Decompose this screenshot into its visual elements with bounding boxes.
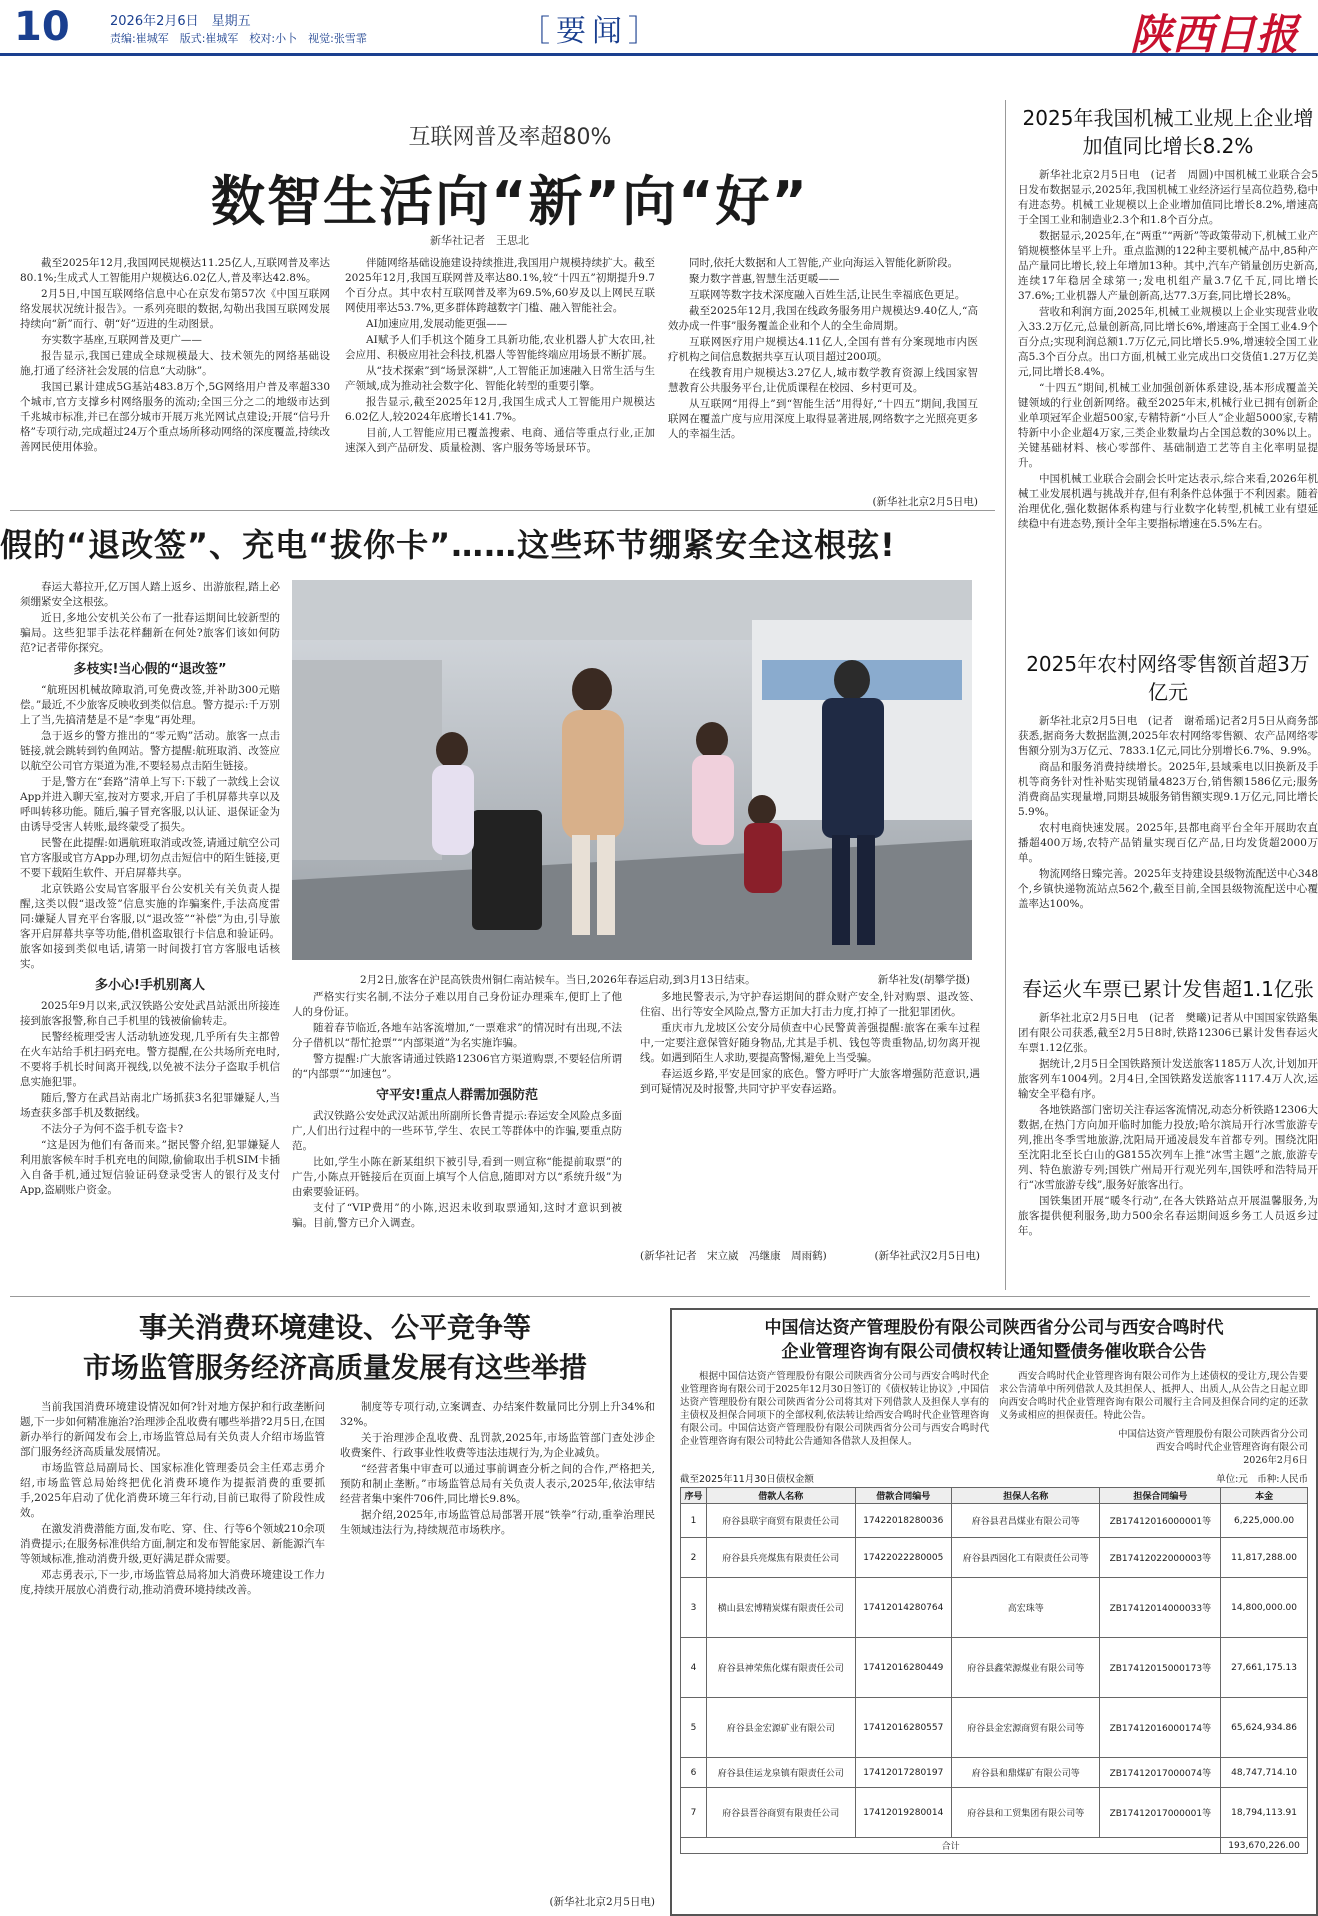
debt-table [680,1487,1308,1854]
column-header: 担保合同编号 [1100,1488,1221,1504]
third-column-2 [340,1400,655,1890]
paragraph: 中国机械工业联合会副会长叶定达表示,综合来看,2026年机械工业发展机遇与挑战并存,但有利条件总体强于不利因素。随着治理优化,强化数据体系构建与行业数字化转型,机械工业有望延续稳中有进态势,预计全年主要指标增速在5.5%左右。 [1018,473,1318,530]
right-article-body [1018,714,1318,964]
table-cell: 14,800,000.00 [1221,1578,1308,1638]
table-cell: 17422022280005 [855,1538,952,1578]
paragraph: 物流网络日臻完善。2025年支持建设县级物流配送中心348个,乡镇快递物流站点562个,截至目前,全国县级物流配送中心覆盖率达100%。 [1018,868,1318,910]
table-row [681,1758,1308,1788]
lead-column-2 [345,256,655,496]
table-cell: 府谷县和鼎煤矿有限公司等 [952,1758,1100,1788]
paragraph: “十四五”期间,机械工业加强创新体系建设,基本形成覆盖关键领域的行业创新网络。截至2025年末,机械行业已拥有创新企业单项冠军企业超500家,专精特新“小巨人”企业超5000家,专精特新中小企业超4万家,三类企业数量均占全国总数的30%以上。关键基础材料、核心零部件、基础制造工艺等自主化率明显提升。 [1018,382,1318,469]
paragraph: 新华社北京2月5日电 (记者 周圆)中国机械工业联合会5日发布数据显示,2025年,我国机械工业经济运行呈高位趋势,稳中有进态势。机械工业规模以上企业增加值同比增长8.2%,增速高于全国工业和制造业2.3个和1.8个百分点。 [1018,169,1318,226]
table-cell: 2 [681,1538,707,1578]
paragraph: 在激发消费潜能方面,发布吃、穿、住、行等6个领域210余项消费提示;在服务标准供给方面,制定和发布智能家居、新能源汽车等领域标准,推动消费升级,更好满足群众需要。 [20,1523,325,1565]
third-title [10,1308,660,1388]
paragraph: 邓志勇表示,下一步,市场监管总局将加大消费环境建设工作力度,持续开展放心消费行动,推动消费环境持续改善。 [20,1569,325,1596]
lead-column-1 [20,256,330,496]
table-cell: 17412014280764 [855,1578,952,1638]
horizontal-rule [10,510,995,511]
paragraph: 制度等专项行动,立案调查、办结案件数量同比分别上升34%和32%。 [340,1401,655,1428]
paragraph: 武汉铁路公安处武汉站派出所副所长鲁青提示:春运安全风险点多面广,人们出行过程中的一些环节,学生、农民工等群体中的诈骗,要重点防范。 [292,1110,622,1152]
table-row [681,1578,1308,1638]
lead-headline-block [120,120,900,236]
table-unit: 单位:元 币种:人民币 [1216,1474,1308,1485]
notice-title-line-1: 中国信达资产管理股份有限公司陕西省分公司与西安合鸣时代 [764,1318,1224,1338]
subhead: 多枝实!当心假的“退改签” [73,662,227,677]
table-cell: 6 [681,1758,707,1788]
third-title-line-1: 事关消费环境建设、公平竞争等 [138,1311,531,1344]
table-row [681,1698,1308,1758]
second-title: 假的“退改签”、充电“拔你卡”……这些环节绷紧安全这根弦! [0,526,896,564]
paragraph: 新华社北京2月5日电 (记者 樊曦)记者从中国国家铁路集团有限公司获悉,截至2月5日8时,铁路12306已累计发售春运火车票1.12亿张。 [1018,1012,1318,1054]
paragraph: 民警经梳理受害人活动轨迹发现,几乎所有失主都曾在火车站给手机扫码充电。警方提醒,在公共场所充电时,不要将手机长时间离开视线,以免被不法分子盗取手机信息实施犯罪。 [20,1031,280,1088]
second-column-1 [20,580,280,1298]
notice-sign-date: 2026年2月6日 [1243,1455,1308,1466]
paragraph: 目前,人工智能应用已覆盖搜索、电商、通信等重点行业,正加速深入到产品研发、质量检测、客户服务等场景环节。 [345,427,655,454]
table-cell: 府谷县兵亮煤焦有限责任公司 [707,1538,855,1578]
second-credit [640,1248,980,1263]
right-article-title: 2025年我国机械工业规上企业增加值同比增长8.2% [1022,106,1314,158]
paragraph: 随后,警方在武昌站南北广场抓获3名犯罪嫌疑人,当场查获多部手机及数据线。 [20,1092,280,1119]
paragraph: “航班因机械故障取消,可免费改签,并补助300元赔偿。”最近,不少旅客反映收到类似信息。警方提示:千万别上了当,先搞清楚是不是“李鬼”再处理。 [20,684,280,726]
right-article-1 [1018,104,1318,608]
paragraph: 北京铁路公安局官客服平台公安机关有关负责人提醒,这类以假“退改签”信息实施的诈骗案件,手法高度雷同:嫌疑人冒充平台客服,以“退改签”“补偿”为由,引导旅客开启屏幕共享等功能,借机盗取银行卡信息和验证码。旅客如接到类似电话,请第一时间拨打官方客服电话核实。 [20,883,280,970]
paragraph: 同时,依托大数据和人工智能,产业向海运入智能化新阶段。 [689,257,959,269]
table-cell: 17412016280557 [855,1698,952,1758]
right-article-body [1018,168,1318,608]
paragraph: 当前我国消费环境建设情况如何?针对地方保护和行政垄断问题,下一步如何精准施治?治理涉企乱收费有哪些举措?2月5日,在国新办举行的新闻发布会上,市场监管总局有关负责人介绍市场监管部门服务经济高质量发展情况。 [20,1401,325,1458]
table-cell: 18,794,113.91 [1221,1788,1308,1838]
table-cell: 府谷县鑫荣源煤业有限公司等 [952,1638,1100,1698]
paragraph: 新华社北京2月5日电 (记者 谢希瑶)记者2月5日从商务部获悉,据商务大数据监测,2025年农村网络零售额、农产品网络零售额分别为3万亿元、7833.1亿元,同比分别增长6.7%、9.9%。 [1018,715,1318,757]
masthead [0,0,1318,59]
right-article-title: 春运火车票已累计发售超1.1亿张 [1022,977,1314,1001]
table-cell: 府谷县金宏源矿业有限公司 [707,1698,855,1758]
table-cell: ZB17412022000003等 [1100,1538,1221,1578]
issue-date: 2026年2月6日 星期五 [110,14,251,29]
column-header: 借款人名称 [707,1488,855,1504]
table-row [681,1504,1308,1538]
table-cell: 7 [681,1788,707,1838]
paragraph: 国铁集团开展“暖冬行动”,在各大铁路站点开展温馨服务,为旅客提供便利服务,助力500余名春运期间返乡务工人员返乡过年。 [1018,1195,1318,1237]
table-cell: 府谷县佳运龙泉镇有限责任公司 [707,1758,855,1788]
lead-column-3 [668,256,978,496]
subhead: 守平安!重点人群需加强防范 [376,1088,538,1103]
table-cell: 府谷县君昌煤业有限公司等 [952,1504,1100,1538]
notice-title-line-2: 企业管理咨询有限公司债权转让通知暨债务催收联合公告 [781,1342,1207,1362]
paragraph: 伴随网络基础设施建设持续推进,我国用户规模持续扩大。截至2025年12月,我国互联网普及率达80.1%,较“十四五”初期提升9.7个百分点。其中农村互联网普及率为69.5%,60岁及以上网民互联网使用率达53.7%,更多群体跨越数字门槛、融入智能社会。 [345,257,655,314]
total-label: 合计 [681,1838,1221,1854]
news-photo [292,580,972,960]
table-cell: 17412017280197 [855,1758,952,1788]
table-cell: 高宏珠等 [952,1578,1100,1638]
third-column-1 [20,1400,325,1910]
table-cell: 17412016280449 [855,1638,952,1698]
paragraph: 关于治理涉企乱收费、乱罚款,2025年,市场监管部门查处涉企收费案件、行政事业性收费等违法违规行为,为企业减负。 [340,1432,655,1459]
table-cell: 府谷县西园化工有限责任公司等 [952,1538,1100,1578]
paragraph: 严格实行实名制,不法分子难以用自己身份证办理乘车,便盯上了他人的身份证。 [292,991,622,1018]
table-cell: 27,661,175.13 [1221,1638,1308,1698]
table-cell: 4 [681,1638,707,1698]
paragraph: 各地铁路部门密切关注春运客流情况,动态分析铁路12306大数据,在热门方向加开临时加能力投放;哈尔滨局开行冰雪旅游专列,推出冬季雪地旅游,沈阳局开通凌晨发车首都专列。围绕沈阳至沈阳北至长白山的G8155次列车上推“冰雪主题”之旅,旅游专列、特色旅游专列;国铁广州局开行观光列车,国铁呼和浩特局开行“冰雪旅游专线”,服务好旅客出行。 [1018,1104,1318,1191]
paragraph: 互联网医疗用户规模达4.11亿人,全国有普有分案现地市内医疗机构之间信息数据共享互认项目超过200项。 [668,336,978,363]
paragraph: 在线教育用户规模达3.27亿人,城市数学教育资源上线国家智慧教育公共服务平台,让优质课程在校园、乡村更可及。 [668,367,978,394]
right-article-title: 2025年农村网络零售额首超3万亿元 [1026,652,1310,704]
paragraph: 急于返乡的警方推出的“零元购”活动。旅客一点击链接,就会跳转到钓鱼网站。警方提醒:航班取消、改签应以航空公司官方渠道为准,不要轻易点击陌生链接。 [20,730,280,772]
table-total-row [681,1838,1308,1854]
paragraph: AI赋予人们手机这个随身工具新功能,农业机器人扩大农田,社会应用、积极应用社会科技,机器人等智能终端应用场景不断扩展。 [345,334,655,361]
table-cell: ZB17412015000173等 [1100,1638,1221,1698]
column-header: 序号 [681,1488,707,1504]
paragraph: 市场监管总局副局长、国家标准化管理委员会主任邓志勇介绍,市场监管总局始终把优化消费环境作为提振消费的重要抓手,2025年启动了优化消费环境三年行动,目前已取得了阶段性成效。 [20,1462,325,1519]
column-divider [1005,100,1006,1290]
paragraph: 多地民警表示,为守护春运期间的群众财产安全,针对购票、退改签、住宿、出行等安全风险点,警方正加大打击力度,打掉了一批犯罪团伙。 [640,991,980,1018]
page-number: 10 [14,4,70,50]
third-title-line-2: 市场监管服务经济高质量发展有这些举措 [82,1351,587,1384]
table-cell: ZB17412016000174等 [1100,1698,1221,1758]
table-cell: 6,225,000.00 [1221,1504,1308,1538]
table-header-row [681,1488,1308,1504]
paragraph: 比如,学生小陈在新某组织下被引导,看到一则宣称“能提前取票”的广告,小陈点开链接后在页面上填写个人信息,随即对方以“系统升级”为由索要验证码。 [292,1156,622,1198]
section-name: ［要闻］ [520,14,664,49]
table-cell: 65,624,934.86 [1221,1698,1308,1758]
table-cell: 1 [681,1504,707,1538]
paragraph: 春运大幕拉开,亿万国人踏上返乡、出游旅程,踏上必须绷紧安全这根弦。 [20,581,280,608]
paragraph: 聚力数字普惠,智慧生活更暖—— [689,273,840,285]
right-article-2 [1018,650,1318,964]
paragraph: 警方提醒:广大旅客请通过铁路12306官方渠道购票,不要轻信所谓的“内部票”“加速包”。 [292,1053,622,1080]
lead-title: 数智生活向“新”向“好” [211,170,809,233]
paragraph: 据统计,2月5日全国铁路预计发送旅客1185万人次,计划加开旅客列车1004列。2月4日,全国铁路发送旅客1117.4万人次,运输安全平稳有序。 [1018,1058,1318,1100]
paragraph: 我国已累计建成5G基站483.8万个,5G网络用户普及率超330个城市,官方支撑乡村网络服务的流动;全国三分之二的地级市达到千兆城市标准,并已在部分城市开展万兆光网试点建设;开展“信号升格”专项行动,完成超过24万个重点场所移动网络的深度覆盖,持续改善网民使用体验。 [20,381,330,453]
column-header: 本金 [1221,1488,1308,1504]
second-column-3 [640,990,980,1240]
newspaper-logo: 陕西日报 [1129,10,1298,59]
paragraph: 2月5日,中国互联网络信息中心在京发布第57次《中国互联网络发展状况统计报告》。一系列亮眼的数据,勾勒出我国互联网发展持续向“新”而行、朝“好”迈进的生动图景。 [20,288,330,330]
column-header: 担保人名称 [952,1488,1100,1504]
paragraph: 从“技术探索”到“场景深耕”,人工智能正加速融入日常生活与生产领域,成为推动社会数字化、智能化转型的重要引擎。 [345,365,655,392]
station-photo-illustration [292,580,972,960]
table-row [681,1788,1308,1838]
subhead: 多小心!手机别离人 [95,978,205,993]
table-cell: 府谷县神荣焦化煤有限责任公司 [707,1638,855,1698]
paragraph: 于是,警方在“套路”清单上写下:下载了一款线上会议App并进入聊天室,按对方要求,开启了手机屏幕共享以及呼叫转移功能。随后,骗子冒充客服,以认证、退保证金为由诱导受害人转账,最终蒙受了损失。 [20,776,280,833]
total-value: 193,670,226.00 [1221,1838,1308,1854]
editorial-staff: 责编:崔城军 版式:崔城军 校对:小卜 视觉:张雪霏 [110,32,367,45]
paragraph: 不法分子为何不盗手机专盗卡? [41,1123,184,1135]
paragraph: 数据显示,2025年,在“两重”“两新”等政策带动下,机械工业产销规模整体呈平上升。重点监测的122种主要机械产品中,85种产品产量同比增长,较上年增加13种。其中,汽车产销量创历史新高,连续17年稳居全球第一;发电机组产量3.7亿千瓦,同比增长37.6%;工业机器人产量创新高,达77.3万套,同比增长28%。 [1018,230,1318,302]
table-cell: ZB17412017000074等 [1100,1758,1221,1788]
photo-credit: 新华社发(胡攀学摄) [877,974,970,986]
paragraph: 报告显示,我国已建成全球规模最大、技术领先的网络基础设施,打通了经济社会发展的信息“大动脉”。 [20,350,330,377]
notice-text-left [680,1370,989,1467]
notice-signers: 中国信达资产管理股份有限公司陕西省分公司 西安合鸣时代企业管理咨询有限公司 [1117,1429,1308,1453]
paragraph: 随着春节临近,各地车站客流增加,“一票难求”的情况时有出现,不法分子借机以“帮忙抢票”“内部渠道”为名实施诈骗。 [292,1022,622,1049]
table-cell: ZB17412017000001等 [1100,1788,1221,1838]
right-article-body [1018,1011,1318,1251]
table-row [681,1638,1308,1698]
paragraph: 春运返乡路,平安是回家的底色。警方呼吁广大旅客增强防范意识,遇到可疑情况及时报警,共同守护平安春运路。 [640,1068,980,1095]
notice-text-right [999,1370,1308,1467]
paragraph: 根据中国信达资产管理股份有限公司陕西省分公司与西安合鸣时代企业管理咨询有限公司于2025年12月30日签订的《债权转让协议》,中国信达资产管理股份有限公司陕西省分公司将其对下列借款人及担保人享有的主债权及担保合同项下的全部权利,依法转让给西安合鸣时代企业管理咨询有限公司。中国信达资产管理股份有限公司陕西省分公司与西安合鸣时代企业管理咨询有限公司特此公告通知各借款人及担保人。 [680,1371,989,1447]
credit-reporters: (新华社记者 宋立崴 冯继康 周雨鹤) [640,1250,827,1262]
table-cell: 3 [681,1578,707,1638]
paragraph: 互联网等数字技术深度融入百姓生活,让民生幸福底色更足。 [689,289,966,301]
paragraph: 民警在此提醒:如遇航班取消或改签,请通过航空公司官方客服或官方App办理,切勿点击短信中的陌生链接,更不要下载陌生软件、开启屏幕共享。 [20,837,280,879]
right-article-3 [1018,975,1318,1251]
table-cell: 17422018280036 [855,1504,952,1538]
horizontal-rule [10,1296,1310,1297]
table-cell: 府谷县晋谷商贸有限责任公司 [707,1788,855,1838]
notice-title [680,1316,1308,1364]
table-cell: 府谷县和工贸集团有限公司等 [952,1788,1100,1838]
lead-byline: 新华社记者 王思北 [430,234,529,247]
paragraph: “经营者集中审查可以通过事前调查分析之间的合作,严格把关,预防和制止垄断。”市场监管总局有关负责人表示,2025年,依法审结经营者集中案件706件,同比增长9.8%。 [340,1463,655,1505]
paragraph: 营收和利润方面,2025年,机械工业规模以上企业实现营业收入33.2万亿元,总量创新高,同比增长6%,增速高于全国工业4.9个百分点;实现利润总额1.7万亿元,同比增长5.9%,增速较全国工业高5.3个百分点。出口方面,机械工业完成出口交货值1.27万亿美元,同比增长8.4%。 [1018,306,1318,378]
paragraph: 近日,多地公安机关公布了一批春运期间比较新型的骗局。这些犯罪手法花样翻新在何处?旅客们该如何防范?记者带你探究。 [20,612,280,654]
paragraph: “这是因为他们有备而来。”据民警介绍,犯罪嫌疑人利用旅客候车时手机充电的间隙,偷偷取出手机SIM卡插入自备手机,通过短信验证码登录受害人的银行及支付App,盗刷账户资金。 [20,1139,280,1196]
caption-text: 2月2日,旅客在沪昆高铁贵州铜仁南站候车。当日,2026年春运启动,到3月13日结束。 [360,974,756,986]
table-cell: ZB17412014000033等 [1100,1578,1221,1638]
table-cell: 5 [681,1698,707,1758]
third-credit: (新华社北京2月5日电) [549,1896,655,1908]
paragraph: 农村电商快速发展。2025年,县都电商平台全年开展助农直播超400万场,农特产品销量实现百亿产品,日均发货超2000万单。 [1018,822,1318,864]
column-header: 借款合同编号 [855,1488,952,1504]
paragraph: 2025年9月以来,武汉铁路公安处武昌站派出所接连接到旅客报警,称自己手机里的钱被偷偷转走。 [20,1000,280,1027]
table-cell: 17412019280014 [855,1788,952,1838]
paragraph: 夯实数字基座,互联网普及更广—— [41,334,202,346]
table-cell: 48,747,714.10 [1221,1758,1308,1788]
credit-dateline: (新华社武汉2月5日电) [874,1250,980,1262]
debt-notice-box [670,1308,1318,1916]
paragraph: 西安合鸣时代企业管理咨询有限公司作为上述债权的受让方,现公告要求公告清单中所列借款人及其担保人、抵押人、出质人,从公告之日起立即向西安合鸣时代企业管理咨询有限公司履行主合同及担保合同约定的还款义务或相应的担保责任。特此公告。 [999,1371,1308,1421]
paragraph: 据介绍,2025年,市场监管总局部署开展“铁拳”行动,重拳治理民生领域违法行为,持续规范市场秩序。 [340,1509,655,1536]
paragraph: 截至2025年12月,我国在线政务服务用户规模达9.40亿人,“高效办成一件事”服务覆盖企业和个人的全生命周期。 [668,305,978,332]
paragraph: 支付了“VIP费用”的小陈,迟迟未收到取票通知,这时才意识到被骗。目前,警方已介入调查。 [292,1202,622,1229]
table-note: 截至2025年11月30日债权金额 [680,1474,814,1485]
table-cell: 府谷县金宏源商贸有限公司等 [952,1698,1100,1758]
table-cell: 横山县宏博精炭煤有限责任公司 [707,1578,855,1638]
table-cell: 11,817,288.00 [1221,1538,1308,1578]
paragraph: 截至2025年12月,我国网民规模达11.25亿人,互联网普及率达80.1%;生成式人工智能用户规模达6.02亿人,普及率达42.8%。 [20,257,330,284]
table-cell: 府谷县联宇商贸有限责任公司 [707,1504,855,1538]
photo-caption [360,972,970,987]
paragraph: 报告显示,截至2025年12月,我国生成式人工智能用户规模达6.02亿人,较2024年底增长141.7%。 [345,396,655,423]
table-cell: ZB17412016000001等 [1100,1504,1221,1538]
table-row [681,1538,1308,1578]
paragraph: 商品和服务消费持续增长。2025年,县域乘电以旧换新及手机等商务针对性补贴实现销量4823万台,销售额1586亿元;服务消费商品实现量增,同期县城服务销售额实现9.1万亿元,同比增长5.9%。 [1018,761,1318,818]
paragraph: 重庆市九龙坡区公安分局侦查中心民警黄善强提醒:旅客在乘车过程中,一定要注意保管好随身物品,尤其是手机、钱包等贵重物品,切勿离开视线。如遇到陌生人求助,要提高警惕,避免上当受骗。 [640,1022,980,1064]
paragraph: 从互联网“用得上”到“智能生活”用得好,“十四五”期间,我国互联网在覆盖广度与应用深度上取得显著进展,网络数字之光照亮更多人的幸福生活。 [668,398,978,440]
paragraph: AI加速应用,发展动能更强—— [366,318,508,330]
second-column-2 [292,990,622,1270]
lead-credit: (新华社北京2月5日电) [872,496,978,508]
lead-kicker: 互联网普及率超80% [408,125,612,150]
